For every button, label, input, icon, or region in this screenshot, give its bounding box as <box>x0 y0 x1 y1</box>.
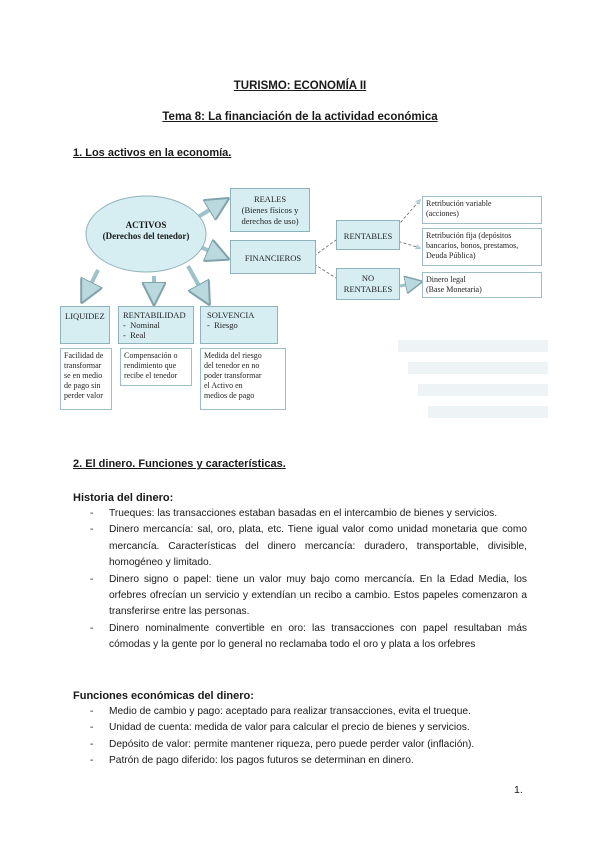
funciones-list <box>90 704 527 770</box>
retribucion-variable-box: Retribución variable (acciones) <box>422 196 542 224</box>
list-item: - Dinero nominalmente convertible en oro: las transacciones con papel resultaban más cómodas y la gente por lo general no reclamaba todo el oro y plata a los orfebres <box>90 622 527 651</box>
list-item: - Dinero mercancía: sal, oro, plata, etc. Tiene igual valor como unidad monetaria que como mercancía. Características del dinero mercancía: duradero, transportable, divisible, homogéneo y limitado. <box>90 524 527 569</box>
rentabilidad-box: RENTABILIDAD - Nominal - Real <box>118 306 194 344</box>
section-1-heading: 1. Los activos en la economía. <box>73 147 232 159</box>
solvencia-box: SOLVENCIA - Riesgo <box>200 306 278 344</box>
list-item: - Dinero signo o papel: tiene un valor muy bajo como mercancía. En la Edad Media, los orfebres ofrecían un servicio y extendían un recibo a cambio. Estos papeles comenzaron a transferirse entre las personas. <box>90 573 527 618</box>
activos-diagram <box>58 178 548 418</box>
financieros-box: FINANCIEROS <box>230 240 316 274</box>
decorative-bar <box>418 384 548 396</box>
list-item: - Trueques: las transacciones estaban basadas en el intercambio de bienes y servicios. <box>90 508 498 519</box>
liquidez-box: LIQUIDEZ <box>60 306 110 344</box>
arrow-to-dinero-legal <box>400 282 420 286</box>
decorative-bar <box>408 362 548 374</box>
dinero-legal-box: Dinero legal (Base Monetaria) <box>422 272 542 298</box>
section-2-heading: 2. El dinero. Funciones y características. <box>73 458 286 470</box>
no-rentables-box: NO RENTABLES <box>336 268 400 300</box>
page-number: 1. <box>514 784 523 796</box>
list-item: - Patrón de pago diferido: los pagos futuros se determinan en dinero. <box>90 755 414 767</box>
list-item: - Medio de cambio y pago: aceptado para realizar transacciones, evita el trueque. <box>90 706 471 717</box>
dash-to-rentables <box>314 240 336 256</box>
funciones-heading: Funciones económicas del dinero: <box>73 690 254 702</box>
historia-heading: Historia del dinero: <box>73 492 174 504</box>
list-item: - Unidad de cuenta: medida de valor para calcular el precio de bienes y servicios. <box>90 722 470 734</box>
historia-list <box>90 506 527 654</box>
activos-subtitle: (Derechos del tenedor) <box>102 231 190 241</box>
decorative-bar <box>398 340 548 352</box>
liquidez-desc-box: Facilidad de transformar se en medio de pago sin perder valor <box>60 348 112 410</box>
rentables-box: RENTABLES <box>336 220 400 250</box>
solvencia-desc-box: Medida del riesgo del tenedor en no poder transformar el Activo en medios de pago <box>200 348 286 410</box>
decorative-bar <box>428 406 548 418</box>
document-title: TURISMO: ECONOMÍA II <box>233 80 367 92</box>
list-item: - Depósito de valor: permite mantener riqueza, pero puede perder valor (inflación). <box>90 738 475 750</box>
document-subtitle: Tema 8: La financiación de la actividad económica <box>162 111 438 123</box>
arrow-to-liquidez <box>83 270 98 300</box>
activos-label <box>88 220 204 242</box>
reales-box: REALES (Bienes físicos y derechos de uso) <box>230 188 310 232</box>
arrow-to-solvencia <box>188 266 208 302</box>
retribucion-fija-box: Retribución fija (depósitos bancarios, bonos, prestamos, Deuda Pública) <box>422 228 542 266</box>
dash-to-no-rentables <box>314 264 336 278</box>
rentabilidad-desc-box: Compensación o rendimiento que recibe el tenedor <box>120 348 192 386</box>
activos-title: ACTIVOS <box>125 220 167 230</box>
